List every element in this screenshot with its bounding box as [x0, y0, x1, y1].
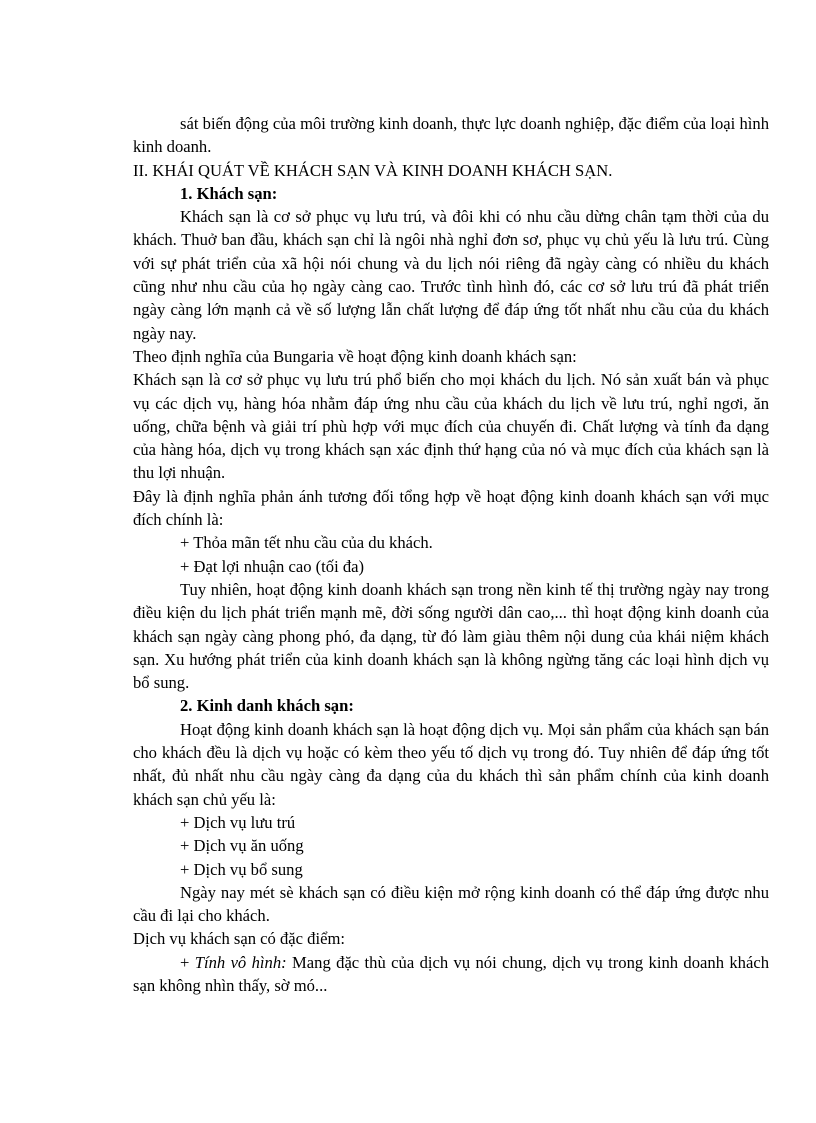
section-title: II. KHÁI QUÁT VỀ KHÁCH SẠN VÀ KINH DOANH KHÁCH SẠN.: [133, 160, 613, 180]
term-intangible: Tính vô hình:: [194, 952, 287, 972]
paragraph-services: Hoạt động kinh doanh khách sạn là hoạt động dịch vụ. Mọi sản phẩm của khách sạn bán cho khách đều là dịch vụ hoặc có kèm theo yếu tố dịch vụ trong đó. Tuy nhiên để đáp ứng tốt nhất, đủ nhất nhu cầu ngày càng đa dạng của du khách thì sản phẩm chính của kinh doanh khách sạn chủ yếu là:: [133, 719, 769, 809]
term-description: Mang đặc thù của dịch vụ nói chung, dịch vụ trong kinh doanh khách sạn không nhìn thấy, sờ mó...: [133, 952, 769, 995]
list-item: + Dịch vụ ăn uống: [180, 836, 304, 856]
paragraph-definition-intro: Khách sạn là cơ sở phục vụ lưu trú, và đôi khi có nhu cầu dừng chân tạm thời của du khách. Thuở ban đầu, khách sạn chỉ là ngôi nhà nghỉ đơn sơ, phục vụ chủ yếu là lưu trú. Cùng với sự phát triển của xã hội nói chung và du lịch nói riêng đã ngày càng có nhiều du khách cũng như nhu cầu của họ ngày càng cao. Trước tình hình đó, các cơ sở lưu trú đã phát triển ngày càng lớn mạnh cả về số lượng lẫn chất lượng để đáp ứng tốt nhất nhu cầu của du khách ngày nay.: [133, 207, 769, 343]
prefix: +: [180, 952, 195, 972]
list-item: + Đạt lợi nhuận cao (tối đa): [180, 556, 365, 576]
list-item: + Dịch vụ lưu trú: [180, 812, 296, 832]
heading-kinh-doanh: 2. Kinh danh khách sạn:: [180, 696, 354, 716]
paragraph-intro: sát biến động của môi trường kinh doanh, thực lực doanh nghiệp, đặc điểm của loại hình kinh doanh.: [133, 114, 769, 157]
paragraph-expansion: Ngày nay mét sè khách sạn có điều kiện mở rộng kinh doanh có thể đáp ứng được nhu cầu đi lại cho khách.: [133, 882, 769, 926]
list-item: + Dịch vụ bổ sung: [180, 859, 303, 879]
paragraph-characteristics: Dịch vụ khách sạn có đặc điểm:: [133, 929, 345, 949]
paragraph-market: Tuy nhiên, hoạt động kinh doanh khách sạn trong nền kinh tế thị trường ngày nay trong điều kiện du lịch phát triển mạnh mẽ, đời sống người dân cao,... thì hoạt động kinh doanh của khách sạn ngày càng phong phó, đa dạng, từ đó làm giàu thêm nội dung của khái niệm khách sạn. Xu hướng phát triển của kinh doanh khách sạn là không ngừng tăng các loại hình dịch vụ bổ sung.: [133, 579, 769, 693]
paragraph-definition: Khách sạn là cơ sở phục vụ lưu trú phổ biến cho mọi khách du lịch. Nó sản xuất bán và phục vụ các dịch vụ, hàng hóa nhằm đáp ứng nhu cầu của khách du lịch về lưu trú, nghỉ ngơi, ăn uống, chữa bệnh và giải trí phù hợp với mục đích của chuyến đi. Chất lượng và tính đa dạng của hàng hóa, dịch vụ trong khách sạn xác định thứ hạng của nó và mục đích của khách sạn là thu lợi nhuận.: [133, 370, 769, 483]
paragraph-bungaria: Theo định nghĩa của Bungaria về hoạt động kinh doanh khách sạn:: [133, 346, 577, 366]
document-page: [133, 112, 769, 997]
list-item: + Thỏa mãn tết nhu cầu của du khách.: [180, 533, 433, 553]
paragraph-intangible: [133, 951, 769, 998]
paragraph-summary: Đây là định nghĩa phản ánh tương đối tổng hợp về hoạt động kinh doanh khách sạn với mục đích chính là:: [133, 486, 769, 530]
heading-khach-san: 1. Khách sạn:: [180, 183, 278, 203]
